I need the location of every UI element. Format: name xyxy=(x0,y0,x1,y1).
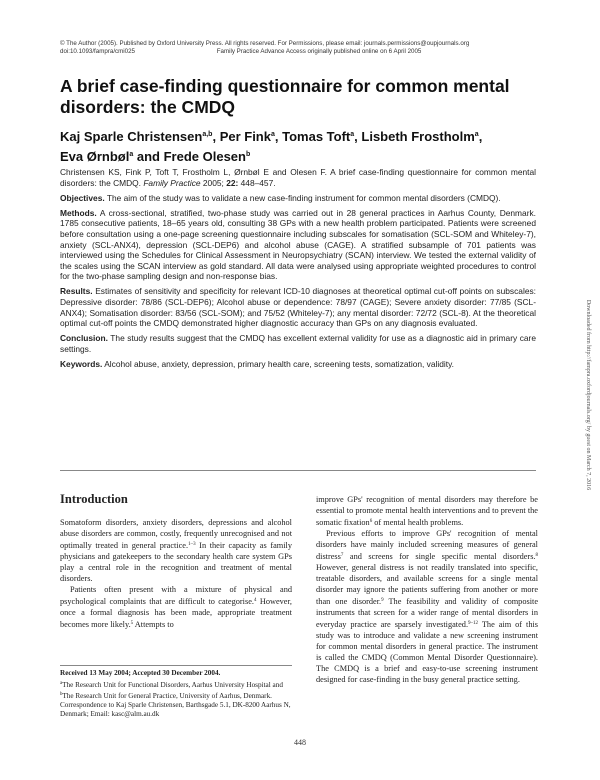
article-title: A brief case-finding questionnaire for common mental disorders: the CMDQ xyxy=(60,76,510,117)
abstract-conclusion: Conclusion. The study results suggest that the CMDQ has excellent external validity for use as a diagnostic aid in primary care settings. xyxy=(60,333,536,354)
introduction-body-continued xyxy=(316,494,538,685)
paragraph: Somatoform disorders, anxiety disorders, depressions and alcohol abuse disorders are common, costly, frequently unrecognised and not optimally treated in general practice.$^{1-3}$ In their capacity as family physicians and gatekeepers to the secondary health care system GPs play a central role in the recognition and treatment of mental disorders. xyxy=(60,518,292,583)
author-affiliation: a xyxy=(270,131,275,138)
abstract-keywords: Keywords. Alcohol abuse, anxiety, depression, primary health care, screening tests, somatization, validity. xyxy=(60,359,454,369)
author-name: Eva Ørnbøl xyxy=(60,149,130,164)
section-divider xyxy=(60,470,536,471)
paragraph: improve GPs' recognition of mental disorders may therefore be essential to promote mental health interventions and to prevent the somatic fixation$^6$ of mental health problems. xyxy=(316,495,538,527)
author-affiliation: a,b xyxy=(202,131,213,138)
abstract-methods: Methods. A cross-sectional, stratified, two-phase study was carried out in 28 general practices in Aarhus County, Denmark. 1785 consecutive patients, 18–65 years old, consulting 38 GPs with a new health problem participated. Patients were screened before consultation using a one-page screening questionnaire including subscales for somatisation (SCL-SOM and Whiteley-7), anxiety (SCL-ANX4), depression (SCL-DEP6) and alcohol abuse (CAGE). A stratified subsample of 701 patients was interviewed using the Schedules for Clinical Assessment in Neuropsychiatry (SCAN) interview. We tested the external validity of the scales using the SCAN interview as gold standard. All data were analysed using appropriate weighted procedures to control for the two-phase sampling design and non-response bias. xyxy=(60,207,536,282)
author-affiliation: a xyxy=(129,151,134,158)
reference[interactable]: 1–3 xyxy=(188,542,196,547)
reference[interactable]: 9–12 xyxy=(468,621,479,626)
author-name: Per Fink xyxy=(219,129,271,144)
received-dates: Received 13 May 2004; Accepted 30 December 2004. xyxy=(60,669,221,677)
citation: Christensen KS, Fink P, Toft T, Frostholm L, Ørnbøl E and Olesen F. A brief case-finding questionnaire for common mental disorders: the CMDQ. Family Practice 2005; 22: 448–457. xyxy=(60,167,536,188)
footnote xyxy=(60,669,292,719)
reference[interactable]: 8 xyxy=(535,553,538,558)
reference[interactable]: 5 xyxy=(130,621,134,626)
introduction-heading: Introduction xyxy=(60,492,128,506)
footnote-divider xyxy=(60,665,292,666)
author-affiliation: a xyxy=(474,131,479,138)
journal-header xyxy=(60,40,550,57)
reference[interactable]: 4 xyxy=(253,598,257,603)
copyright-line: © The Author (2005). Published by Oxford University Press. All rights reserved. For Permissions, please email: journals.permissions@oupjournals.org xyxy=(60,40,470,47)
introduction-body xyxy=(60,517,292,630)
author-name: Lisbeth Frostholm xyxy=(361,129,475,144)
advance-access-note: Family Practice Advance Access originally published online on 6 April 2005 xyxy=(216,48,422,56)
doi-line xyxy=(60,48,550,56)
author-name: Kaj Sparle Christensen xyxy=(60,129,203,144)
author-name: Tomas Toft xyxy=(282,129,351,144)
right-column xyxy=(316,494,538,685)
journal-name: Family Practice xyxy=(143,177,201,188)
paragraph: Patients often present with a mixture of physical and psychological complaints that are difficult to categorise.$^4$ However, once a formal diagnosis has been made, appropriate treatment becomes more likely.$^5$ Attempts to xyxy=(60,585,292,629)
reference[interactable]: 7 xyxy=(340,553,344,558)
reference[interactable]: 6 xyxy=(369,519,373,524)
paragraph: Previous efforts to improve GPs' recognition of mental disorders have mainly included screening measures of general distress$^7$ and screens for single specific mental disorders.$^8$ However, general distress is not readily translated into specific, treatable disorders, and available screens for a single mental disorder may ignore the patients suffering from another or more than one disorder.$^9$ The feasibility and validity of composite instruments that screen for a wider range of mental disorders in everyday practice are sparsely investigated.$^{9-12}$ The aim of this study was to introduce and validate a new screening instrument for common mental disorders in general practice. The instrument is called the CMDQ (Common Mental Disorder Questionnaire). The CMDQ is a brief and easy-to-use screening instrument designed for case-finding in the busy general practice setting. xyxy=(316,529,539,684)
abstract xyxy=(60,167,536,374)
doi[interactable]: doi:10.1093/fampra/cmi025 xyxy=(60,48,135,56)
page-number: 448 xyxy=(294,738,306,747)
reference[interactable]: 9 xyxy=(381,598,384,603)
author-affiliation: b xyxy=(245,151,251,158)
author-list: Kaj Sparle Christensen$^{a,b}$, Per Fink$^a$, Tomas Toft$^a$, Lisbeth Frostholm$^a$, Eva Ørnbøl$^a$ and Frede Olesen$^b$ xyxy=(60,129,483,164)
download-watermark: Downloaded from http://fampra.oxfordjournals.org/ by guest on March 7, 2016 xyxy=(585,299,591,491)
abstract-objectives: Objectives. The aim of the study was to validate a new case-finding instrument for common mental disorders (CMDQ). xyxy=(60,192,501,203)
author-name: Frede Olesen xyxy=(163,149,246,164)
abstract-results: Results. Estimates of sensitivity and specificity for relevant ICD-10 diagnoses at theoretical optimal cut-off points on subscales: Depressive disorder: 78/86 (SCL-DEP6); Alcohol abuse or dependence: 78/97 (CAGE); Severe anxiety disorder: 77/85 (SCL-ANX4); Somatisation disorder: 83/56 (SCL-SOM); and 75/52 (Whiteley-7); any mental disorder: 72/72 (SCL-8). At the theoretical optimal cut-off points the CMDQ demonstrated higher diagnostic accuracy than GPs on any diagnosis evaluated. xyxy=(60,286,536,329)
left-column xyxy=(60,492,292,630)
affiliations: $^a$The Research Unit for Functional Disorders, Aarhus University Hospital and $^b$The Research Unit for General Practice, University of Aarhus, Denmark. Correspondence to Kaj Sparle Christensen, Barthsgade 5.1, DK-8200 Aarhus N, Denmark; Email: kasc@alm.au.dk xyxy=(60,681,291,718)
author-affiliation: a xyxy=(350,131,355,138)
